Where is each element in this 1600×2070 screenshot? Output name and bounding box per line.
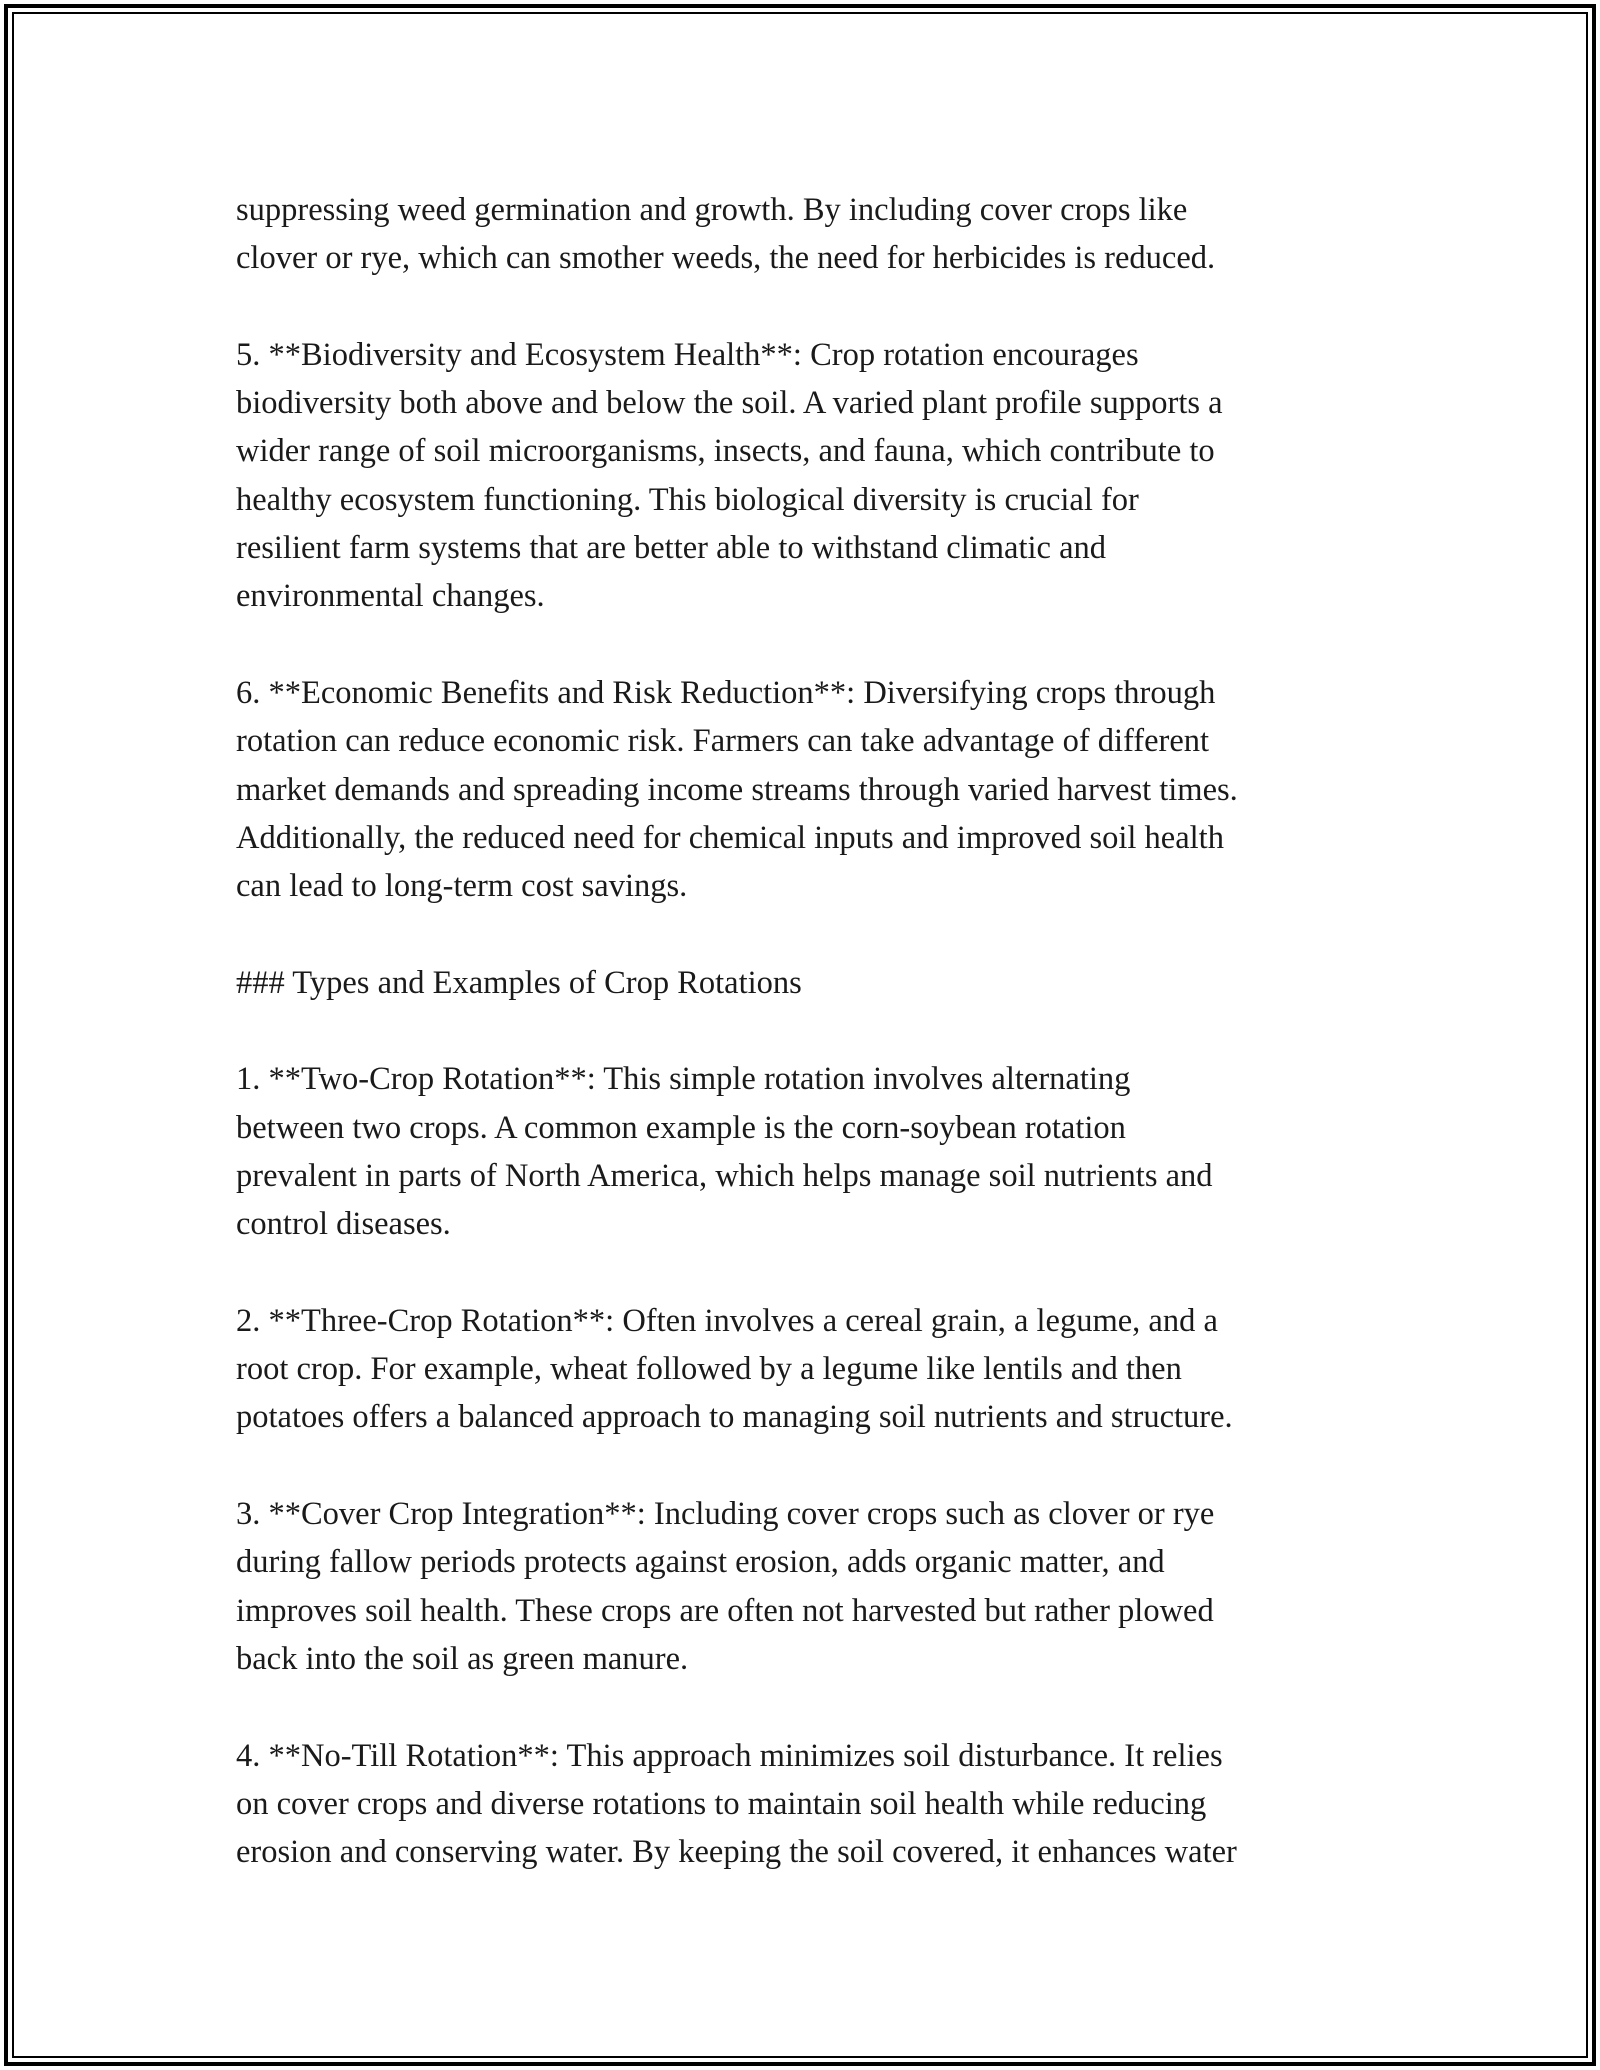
- paragraph-three-crop-rotation: 2. **Three-Crop Rotation**: Often involves a cereal grain, a legume, and a root crop. For example, wheat followed by a legume like lentils and then potatoes offers a balanced approach to managing soil nutrients and structure.: [236, 1302, 1233, 1436]
- paragraph-no-till-rotation: 4. **No-Till Rotation**: This approach minimizes soil disturbance. It relies on cover crops and diverse rotations to maintain soil health while reducing erosion and conserving water. By keeping the soil covered, it enhances water: [236, 1737, 1237, 1871]
- paragraph-biodiversity: 5. **Biodiversity and Ecosystem Health**: Crop rotation encourages biodiversity both above and below the soil. A varied plant profile supports a wider range of soil microorganisms, insects, and fauna, which contribute to healthy ecosystem functioning. This biological diversity is crucial for resilient farm systems that are better able to withstand climatic and environmental changes.: [236, 336, 1223, 615]
- paragraph-weed-suppression-continued: suppressing weed germination and growth. By including cover crops like clover or rye, which can smother weeds, the need for herbicides is reduced.: [236, 192, 1216, 277]
- paragraph-cover-crop-integration: 3. **Cover Crop Integration**: Including cover crops such as clover or rye during fallow periods protects against erosion, adds organic matter, and improves soil health. These crops are often not harvested but rather plowed back into the soil as green manure.: [236, 1496, 1215, 1677]
- section-heading-types: ### Types and Examples of Crop Rotations: [236, 964, 802, 1001]
- document-body: [236, 186, 1386, 1876]
- paragraph-two-crop-rotation: 1. **Two-Crop Rotation**: This simple rotation involves alternating between two crops. A common example is the corn-soybean rotation prevalent in parts of North America, which helps manage soil nutrients and control diseases.: [236, 1061, 1213, 1243]
- paragraph-economic-benefits: 6. **Economic Benefits and Risk Reduction**: Diversifying crops through rotation can reduce economic risk. Farmers can take advantage of different market demands and spreading income streams through varied harvest times. Additionally, the reduced need for chemical inputs and improved soil health can lead to long-term cost savings.: [236, 674, 1238, 905]
